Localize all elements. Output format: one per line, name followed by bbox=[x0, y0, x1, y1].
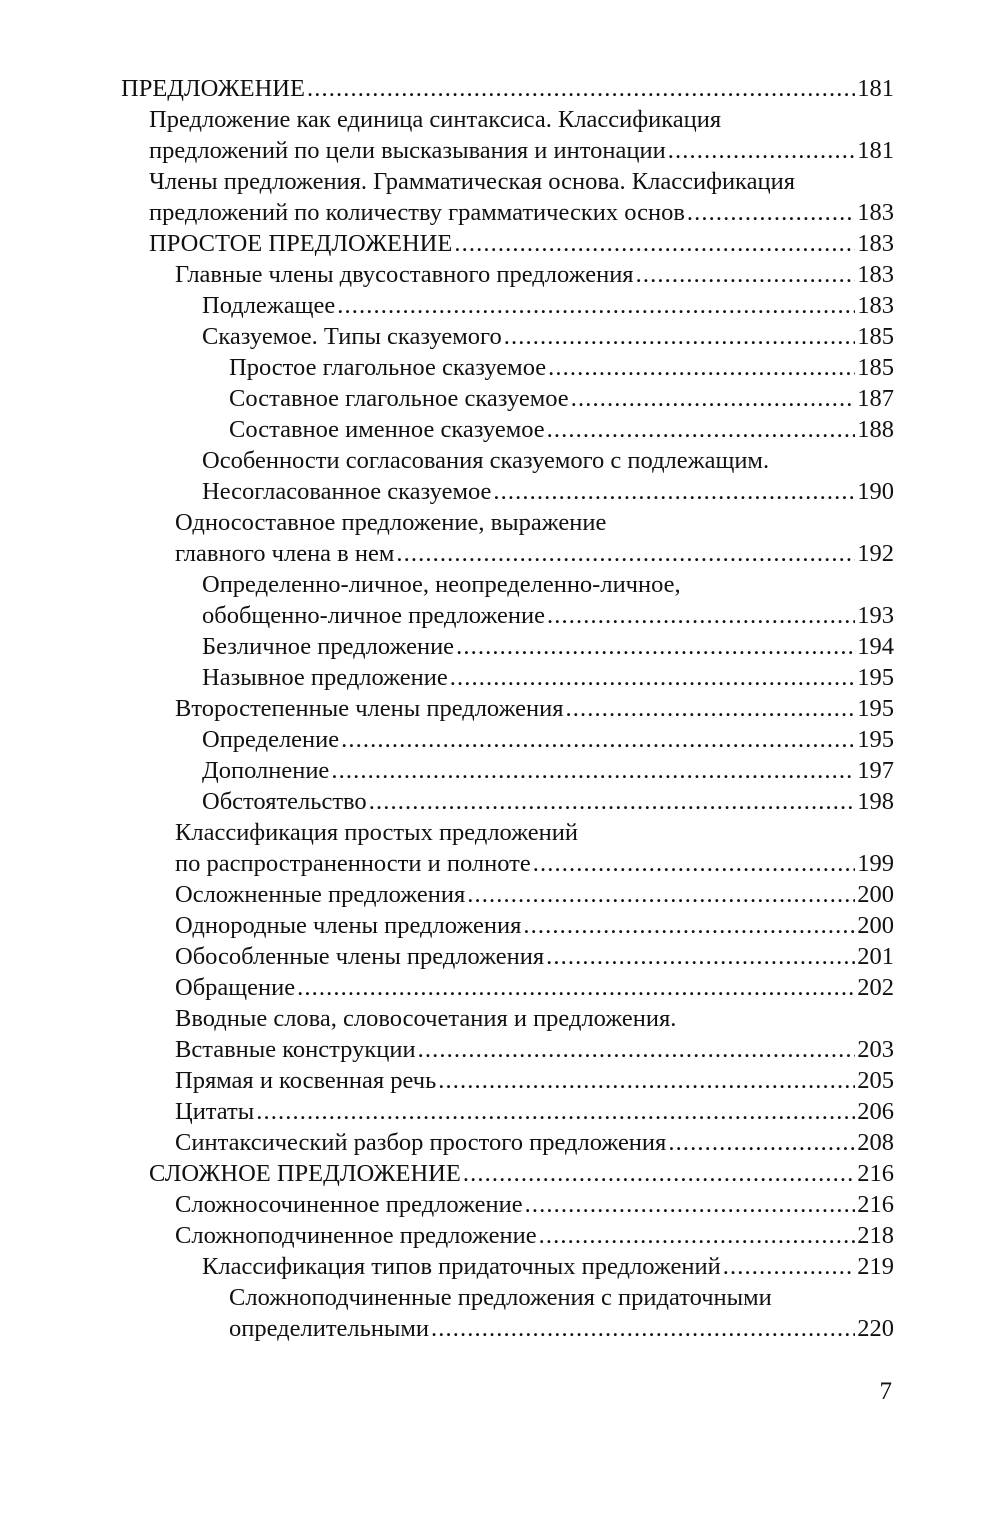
toc-entry-title: ПРОСТОЕ ПРЕДЛОЖЕНИЕ bbox=[149, 230, 453, 257]
toc-entry-last-line bbox=[175, 1127, 894, 1158]
toc-entry-title: Вставные конструкции bbox=[175, 1036, 416, 1063]
dot-leader bbox=[548, 352, 855, 383]
dot-leader bbox=[687, 197, 855, 228]
toc-entry-last-line bbox=[175, 538, 894, 569]
toc-entry-last-line bbox=[149, 197, 894, 228]
toc-entry-title: ПРЕДЛОЖЕНИЕ bbox=[121, 75, 305, 102]
toc-entry-page: 219 bbox=[857, 1253, 894, 1280]
toc-entry-title: Обстоятельство bbox=[202, 788, 367, 815]
toc-entry-page: 202 bbox=[857, 974, 894, 1001]
toc-entry-line bbox=[202, 445, 894, 476]
toc-entry-title: Дополнение bbox=[202, 757, 330, 784]
toc-entry-title: СЛОЖНОЕ ПРЕДЛОЖЕНИЕ bbox=[149, 1160, 461, 1187]
toc-entry-title: Синтаксический разбор простого предложения bbox=[175, 1129, 667, 1156]
toc-entry-page: 208 bbox=[857, 1129, 894, 1156]
toc-entry-last-line bbox=[229, 352, 894, 383]
toc-entry-last-line bbox=[229, 383, 894, 414]
dot-leader bbox=[463, 1158, 855, 1189]
toc-entry-title: Безличное предложение bbox=[202, 633, 455, 660]
table-of-contents bbox=[0, 73, 1000, 1344]
toc-entry-last-line bbox=[175, 1065, 894, 1096]
toc-entry-page: 192 bbox=[857, 540, 894, 567]
toc-entry-last-line bbox=[175, 879, 894, 910]
toc-entry-title: определительными bbox=[229, 1315, 430, 1342]
toc-entry-page: 181 bbox=[857, 75, 894, 102]
toc-entry-last-line bbox=[202, 786, 894, 817]
toc-entry-last-line bbox=[202, 1251, 894, 1282]
toc-entry bbox=[0, 73, 894, 104]
toc-entry-page: 185 bbox=[857, 323, 894, 350]
toc-entry-title: Сложноподчиненные предложения с придаточными bbox=[229, 1284, 772, 1311]
toc-entry bbox=[0, 631, 894, 662]
toc-entry bbox=[0, 290, 894, 321]
toc-entry-page: 205 bbox=[857, 1067, 894, 1094]
toc-entry bbox=[0, 228, 894, 259]
toc-entry bbox=[0, 910, 894, 941]
toc-entry-title: Назывное предложение bbox=[202, 664, 448, 691]
toc-entry bbox=[0, 1065, 894, 1096]
toc-entry-last-line bbox=[175, 910, 894, 941]
toc-entry-last-line bbox=[175, 848, 894, 879]
toc-entry bbox=[0, 104, 894, 166]
toc-entry-line bbox=[175, 817, 894, 848]
toc-entry-title: предложений по количеству грамматических основ bbox=[149, 199, 685, 226]
toc-entry-page: 187 bbox=[857, 385, 894, 412]
toc-entry-page: 185 bbox=[857, 354, 894, 381]
toc-entry-page: 190 bbox=[857, 478, 894, 505]
toc-entry-last-line bbox=[175, 972, 894, 1003]
toc-entry-page: 206 bbox=[857, 1098, 894, 1125]
dot-leader bbox=[571, 383, 856, 414]
dot-leader bbox=[493, 476, 855, 507]
toc-entry-last-line bbox=[202, 631, 894, 662]
toc-entry-last-line bbox=[149, 228, 894, 259]
dot-leader bbox=[450, 662, 855, 693]
toc-entry bbox=[0, 1189, 894, 1220]
toc-entry-last-line bbox=[229, 1313, 894, 1344]
toc-entry-last-line bbox=[175, 1220, 894, 1251]
toc-entry-last-line bbox=[202, 476, 894, 507]
toc-entry bbox=[0, 166, 894, 228]
toc-entry bbox=[0, 259, 894, 290]
toc-entry bbox=[0, 383, 894, 414]
dot-leader bbox=[307, 73, 855, 104]
toc-entry bbox=[0, 569, 894, 631]
toc-entry-page: 183 bbox=[857, 230, 894, 257]
toc-entry bbox=[0, 1158, 894, 1189]
toc-entry bbox=[0, 662, 894, 693]
toc-entry-title: предложений по цели высказывания и интонации bbox=[149, 137, 666, 164]
dot-leader bbox=[454, 228, 855, 259]
toc-entry bbox=[0, 724, 894, 755]
dot-leader bbox=[547, 600, 855, 631]
toc-entry-page: 183 bbox=[857, 261, 894, 288]
toc-entry-last-line bbox=[175, 259, 894, 290]
toc-entry bbox=[0, 755, 894, 786]
toc-entry-last-line bbox=[175, 1096, 894, 1127]
toc-entry bbox=[0, 941, 894, 972]
toc-entry-line bbox=[175, 1003, 894, 1034]
toc-entry-page: 195 bbox=[857, 664, 894, 691]
toc-entry-title: Определение bbox=[202, 726, 340, 753]
toc-entry-line bbox=[175, 507, 894, 538]
toc-entry bbox=[0, 1127, 894, 1158]
toc-entry bbox=[0, 879, 894, 910]
toc-entry-title: Предложение как единица синтаксиса. Классификация bbox=[149, 106, 722, 133]
dot-leader bbox=[456, 631, 855, 662]
dot-leader bbox=[467, 879, 855, 910]
dot-leader bbox=[539, 1220, 856, 1251]
toc-entry-title: Осложненные предложения bbox=[175, 881, 466, 908]
dot-leader bbox=[396, 538, 855, 569]
toc-entry bbox=[0, 321, 894, 352]
toc-entry bbox=[0, 1096, 894, 1127]
dot-leader bbox=[523, 910, 855, 941]
dot-leader bbox=[341, 724, 855, 755]
toc-entry bbox=[0, 507, 894, 569]
toc-entry-title: Классификация простых предложений bbox=[175, 819, 579, 846]
toc-entry bbox=[0, 972, 894, 1003]
toc-entry-title: Определенно-личное, неопределенно-личное, bbox=[202, 571, 681, 598]
toc-entry-page: 198 bbox=[857, 788, 894, 815]
toc-entry-title: Сложноподчиненное предложение bbox=[175, 1222, 537, 1249]
toc-entry-title: Обособленные члены предложения bbox=[175, 943, 545, 970]
dot-leader bbox=[566, 693, 856, 724]
toc-entry-page: 195 bbox=[857, 726, 894, 753]
dot-leader bbox=[418, 1034, 856, 1065]
toc-entry-title: Сказуемое. Типы сказуемого bbox=[202, 323, 502, 350]
toc-entry-title: Второстепенные члены предложения bbox=[175, 695, 564, 722]
dot-leader bbox=[504, 321, 856, 352]
toc-entry-page: 201 bbox=[857, 943, 894, 970]
toc-entry-last-line bbox=[149, 1158, 894, 1189]
toc-entry bbox=[0, 1003, 894, 1065]
toc-entry bbox=[0, 1251, 894, 1282]
toc-entry-line bbox=[229, 1282, 894, 1313]
toc-entry-title: Односоставное предложение, выражение bbox=[175, 509, 607, 536]
dot-leader bbox=[525, 1189, 856, 1220]
toc-entry-page: 183 bbox=[857, 199, 894, 226]
toc-entry-page: 188 bbox=[857, 416, 894, 443]
toc-entry-last-line bbox=[149, 135, 894, 166]
toc-entry-title: по распространенности и полноте bbox=[175, 850, 531, 877]
dot-leader bbox=[337, 290, 855, 321]
toc-entry-title: Классификация типов придаточных предложений bbox=[202, 1253, 721, 1280]
toc-entry-title: Цитаты bbox=[175, 1098, 255, 1125]
dot-leader bbox=[369, 786, 856, 817]
dot-leader bbox=[297, 972, 855, 1003]
dot-leader bbox=[668, 1127, 855, 1158]
toc-entry-title: Несогласованное сказуемое bbox=[202, 478, 492, 505]
toc-entry-last-line bbox=[121, 73, 894, 104]
toc-entry-last-line bbox=[175, 941, 894, 972]
toc-entry-title: Составное глагольное сказуемое bbox=[229, 385, 569, 412]
dot-leader bbox=[547, 414, 856, 445]
toc-entry-page: 194 bbox=[857, 633, 894, 660]
toc-entry bbox=[0, 786, 894, 817]
toc-entry-title: Сложносочиненное предложение bbox=[175, 1191, 523, 1218]
toc-entry-last-line bbox=[202, 600, 894, 631]
toc-entry-last-line bbox=[202, 724, 894, 755]
toc-entry-title: обобщенно-личное предложение bbox=[202, 602, 545, 629]
toc-entry-title: Однородные члены предложения bbox=[175, 912, 522, 939]
toc-entry-title: Члены предложения. Грамматическая основа. Классификация bbox=[149, 168, 795, 195]
toc-entry bbox=[0, 693, 894, 724]
toc-entry-page: 200 bbox=[857, 881, 894, 908]
toc-entry-title: Подлежащее bbox=[202, 292, 336, 319]
toc-entry-last-line bbox=[229, 414, 894, 445]
dot-leader bbox=[533, 848, 856, 879]
toc-entry bbox=[0, 1220, 894, 1251]
toc-entry-title: Простое глагольное сказуемое bbox=[229, 354, 547, 381]
toc-entry-title: Обращение bbox=[175, 974, 296, 1001]
toc-entry-page: 216 bbox=[857, 1191, 894, 1218]
toc-entry-page: 218 bbox=[857, 1222, 894, 1249]
toc-entry-page: 203 bbox=[857, 1036, 894, 1063]
toc-entry-title: Прямая и косвенная речь bbox=[175, 1067, 437, 1094]
toc-entry-title: главного члена в нем bbox=[175, 540, 395, 567]
toc-entry-line bbox=[149, 166, 894, 197]
toc-entry bbox=[0, 414, 894, 445]
toc-entry-page: 216 bbox=[857, 1160, 894, 1187]
toc-entry-page: 199 bbox=[857, 850, 894, 877]
toc-entry-last-line bbox=[175, 1034, 894, 1065]
toc-entry-last-line bbox=[202, 321, 894, 352]
toc-entry-page: 195 bbox=[857, 695, 894, 722]
dot-leader bbox=[668, 135, 856, 166]
dot-leader bbox=[331, 755, 855, 786]
toc-entry-last-line bbox=[175, 693, 894, 724]
page-number: 7 bbox=[879, 1378, 892, 1405]
toc-entry bbox=[0, 817, 894, 879]
toc-entry-title: Особенности согласования сказуемого с подлежащим. bbox=[202, 447, 770, 474]
toc-entry-page: 193 bbox=[857, 602, 894, 629]
toc-entry-line bbox=[149, 104, 894, 135]
toc-entry bbox=[0, 445, 894, 507]
dot-leader bbox=[636, 259, 856, 290]
toc-entry-page: 197 bbox=[857, 757, 894, 784]
dot-leader bbox=[723, 1251, 856, 1282]
dot-leader bbox=[438, 1065, 855, 1096]
dot-leader bbox=[431, 1313, 855, 1344]
dot-leader bbox=[256, 1096, 855, 1127]
toc-entry-page: 220 bbox=[857, 1315, 894, 1342]
toc-entry-last-line bbox=[175, 1189, 894, 1220]
toc-entry-line bbox=[202, 569, 894, 600]
toc-entry-title: Главные члены двусоставного предложения bbox=[175, 261, 634, 288]
toc-entry-last-line bbox=[202, 662, 894, 693]
dot-leader bbox=[546, 941, 855, 972]
toc-entry-title: Вводные слова, словосочетания и предложения. bbox=[175, 1005, 677, 1032]
toc-entry-last-line bbox=[202, 755, 894, 786]
toc-entry-last-line bbox=[202, 290, 894, 321]
toc-entry bbox=[0, 1282, 894, 1344]
toc-entry-page: 200 bbox=[857, 912, 894, 939]
toc-entry-title: Составное именное сказуемое bbox=[229, 416, 545, 443]
toc-entry-page: 183 bbox=[857, 292, 894, 319]
toc-entry-page: 181 bbox=[857, 137, 894, 164]
toc-entry bbox=[0, 352, 894, 383]
